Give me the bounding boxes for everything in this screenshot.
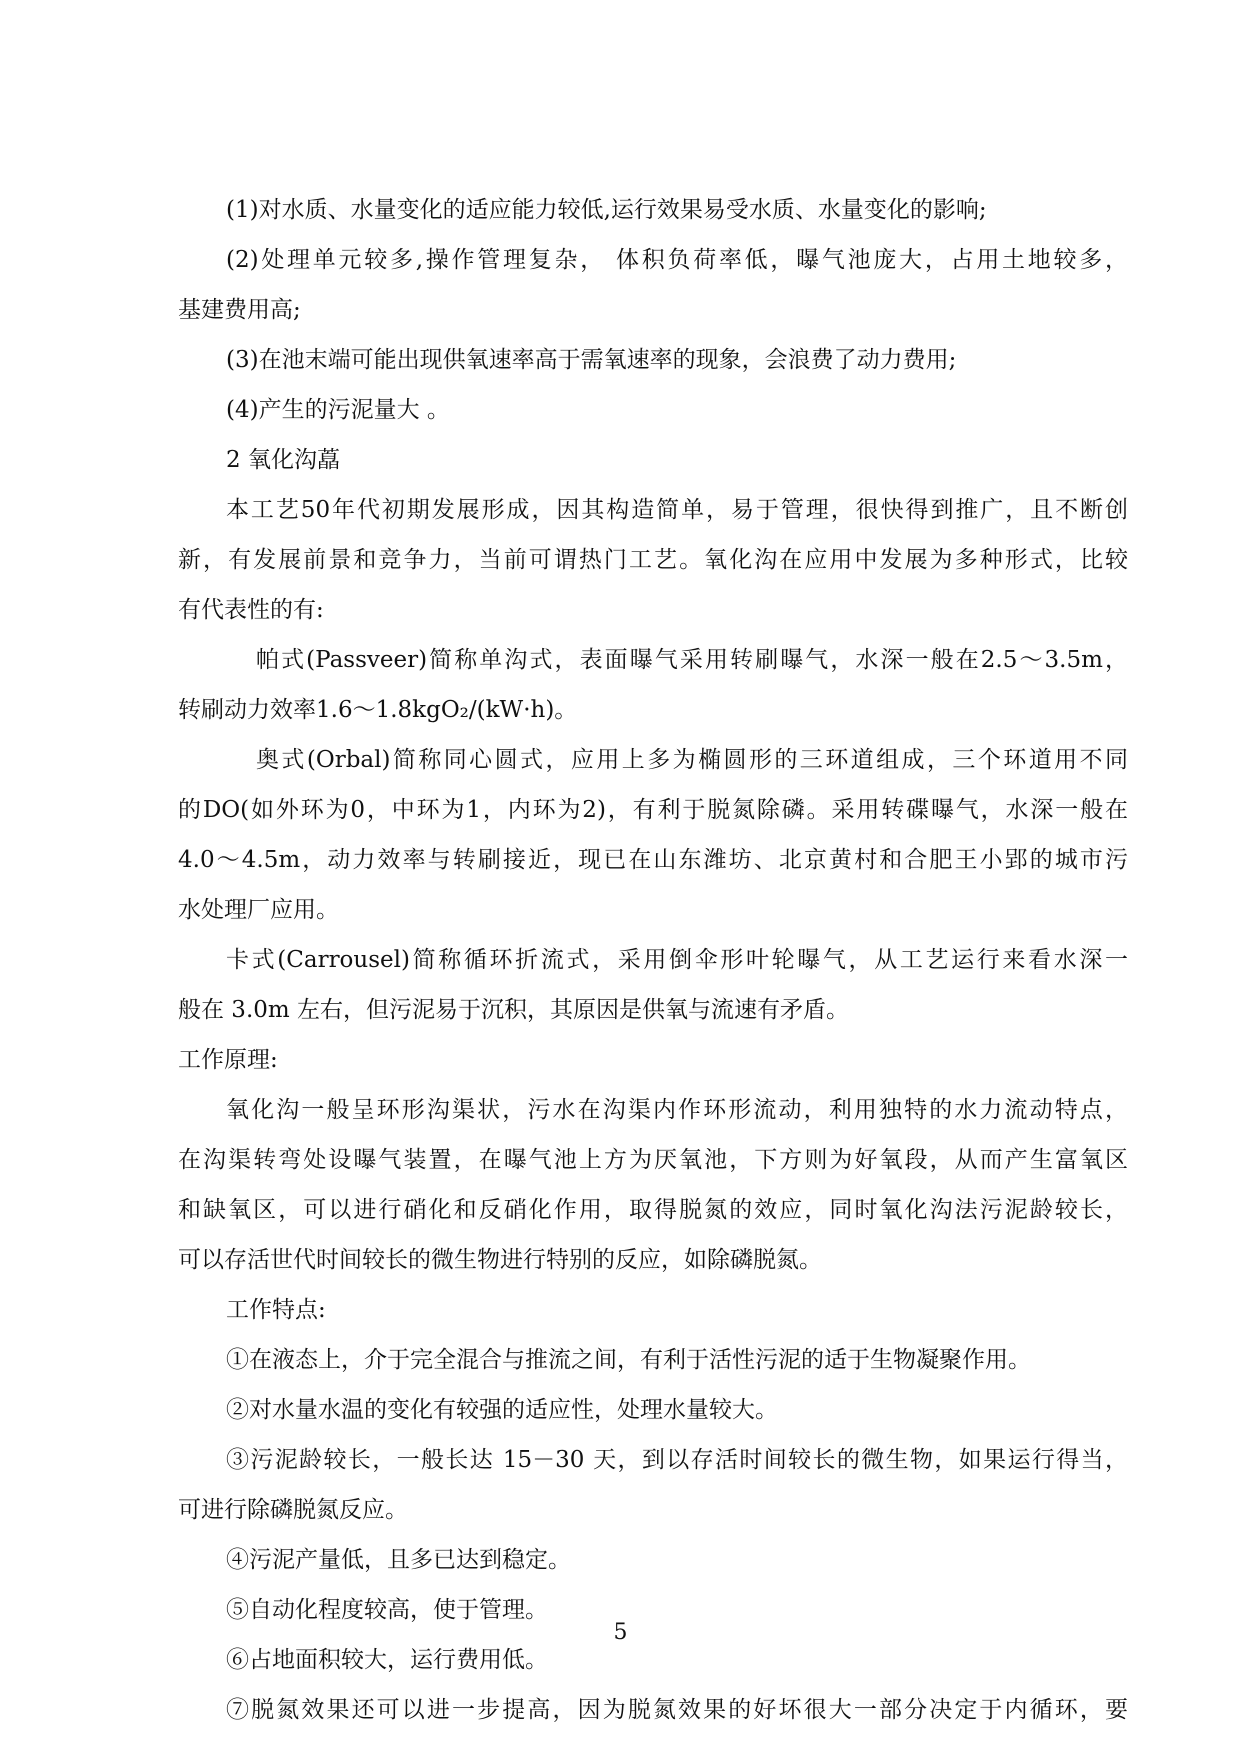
- text-line: 卡式(Carrousel)简称循环折流式，采用倒伞形叶轮曝气，从工艺运行来看水深一: [226, 947, 1128, 973]
- list-item: ⑤自动化程度较高，使于管理。: [226, 1597, 548, 1623]
- section-heading: 工作特点:: [226, 1297, 326, 1323]
- list-item: ①在液态上，介于完全混合与推流之间，有利于活性污泥的适于生物凝聚作用。: [226, 1347, 1031, 1373]
- text-line: 4.0～4.5m，动力效率与转刷接近，现已在山东潍坊、北京黄村和合肥王小郢的城市污: [178, 847, 1128, 873]
- text-line: 的DO(如外环为0，中环为1，内环为2)，有利于脱氮除磷。采用转碟曝气，水深一般在: [178, 797, 1128, 823]
- list-item: ⑦脱氮效果还可以进一步提高，因为脱氮效果的好坏很大一部分决定于内循环，要: [226, 1697, 1128, 1723]
- text-line: (4)产生的污泥量大 。: [226, 397, 450, 423]
- text-line: 基建费用高;: [178, 297, 301, 323]
- document-body: [178, 185, 1128, 1735]
- text-line: (2)处理单元较多,操作管理复杂， 体积负荷率低，曝气池庞大，占用土地较多，: [226, 247, 1128, 273]
- section-heading: 2 氧化沟藠: [226, 447, 340, 473]
- text-line: 帕式(Passveer)简称单沟式，表面曝气采用转刷曝气，水深一般在2.5～3.5m，: [256, 647, 1128, 673]
- list-item: ②对水量水温的变化有较强的适应性，处理水量较大。: [226, 1397, 778, 1423]
- text-line: 可以存活世代时间较长的微生物进行特别的反应，如除磷脱氮。: [178, 1247, 822, 1273]
- text-line: 有代表性的有:: [178, 597, 324, 623]
- text-line: 转刷动力效率1.6～1.8kgO₂/(kW·h)。: [178, 697, 578, 723]
- list-item: ③污泥龄较长，一般长达 15－30 天，到以存活时间较长的微生物，如果运行得当，: [226, 1447, 1128, 1473]
- text-line: 般在 3.0m 左右，但污泥易于沉积，其原因是供氧与流速有矛盾。: [178, 997, 850, 1023]
- text-line: 和缺氧区，可以进行硝化和反硝化作用，取得脱氮的效应，同时氧化沟法污泥龄较长，: [178, 1197, 1128, 1223]
- text-line: (1)对水质、水量变化的适应能力较低,运行效果易受水质、水量变化的影响;: [226, 197, 987, 223]
- page-number: 5: [613, 1620, 628, 1645]
- text-line: 氧化沟一般呈环形沟渠状，污水在沟渠内作环形流动，利用独特的水力流动特点，: [226, 1097, 1128, 1123]
- text-line: 奥式(Orbal)简称同心圆式，应用上多为椭圆形的三环道组成，三个环道用不同: [256, 747, 1128, 773]
- section-heading: 工作原理:: [178, 1047, 278, 1073]
- text-line: 在沟渠转弯处设曝气装置，在曝气池上方为厌氧池，下方则为好氧段，从而产生富氧区: [178, 1147, 1128, 1173]
- text-line: (3)在池末端可能出现供氧速率高于需氧速率的现象，会浪费了动力费用;: [226, 347, 957, 373]
- text-line: 可进行除磷脱氮反应。: [178, 1497, 408, 1523]
- text-line: 新，有发展前景和竞争力，当前可谓热门工艺。氧化沟在应用中发展为多种形式，比较: [178, 547, 1128, 573]
- text-line: 水处理厂应用。: [178, 897, 339, 923]
- list-item: ④污泥产量低，且多已达到稳定。: [226, 1547, 571, 1573]
- text-line: 本工艺50年代初期发展形成，因其构造简单，易于管理，很快得到推广，且不断创: [226, 497, 1128, 523]
- list-item: ⑥占地面积较大，运行费用低。: [226, 1647, 548, 1673]
